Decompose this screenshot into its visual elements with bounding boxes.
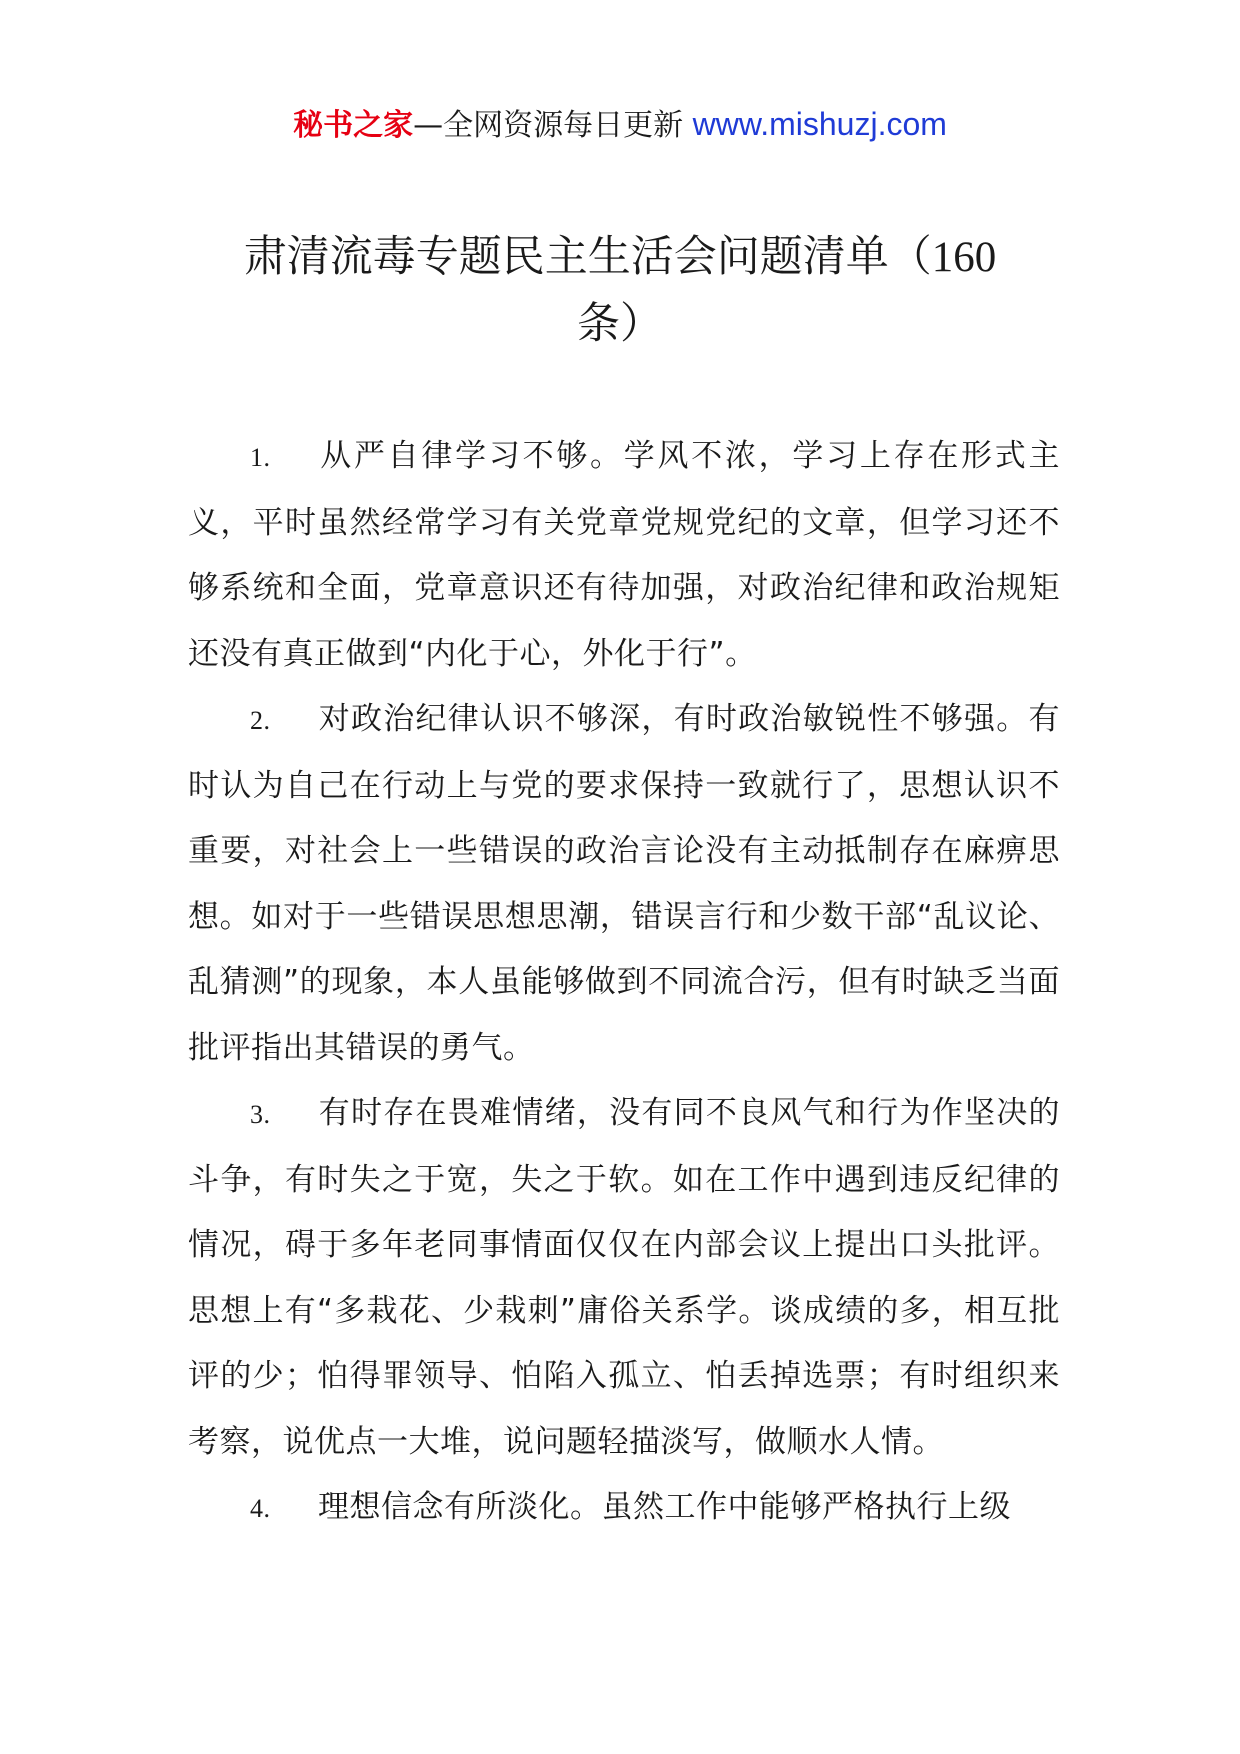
list-item: [188, 1081, 1060, 1475]
title-count: 160: [931, 234, 997, 281]
site-header: [0, 100, 1240, 150]
item-number: 4.: [250, 1494, 271, 1523]
item-text: 对政治纪律认识不够深，有时政治敏锐性不够强。有时认为自己在行动上与党的要求保持一致就行了，思想认识不重要，对社会上一些错误的政治言论没有主动抵制存在麻痹思想。如对于一些错误思想思潮，错误言行和少数干部“乱议论、乱猜测”的现象，本人虽能够做到不同流合污，但有时缺乏当面批评指出其错误的勇气。: [188, 701, 1060, 1066]
item-text: 从严自律学习不够。学风不浓，学习上存在形式主义，平时虽然经常学习有关党章党规党纪的文章，但学习还不够系统和全面，党章意识还有待加强，对政治纪律和政治规矩还没有真正做到“内化于心，外化于行”。: [188, 438, 1060, 672]
title-main: 肃清流毒专题民主生活会问题清单（: [243, 232, 932, 282]
document-title: [190, 224, 1050, 357]
item-number: 2.: [250, 706, 271, 735]
title-tail: 条）: [577, 299, 663, 349]
list-item: [188, 1475, 1060, 1542]
item-number: 1.: [250, 443, 271, 472]
item-text: 有时存在畏难情绪，没有同不良风气和行为作坚决的斗争，有时失之于宽，失之于软。如在工作中遇到违反纪律的情况，碍于多年老同事情面仅仅在内部会议上提出口头批评。思想上有“多栽花、少栽刺”庸俗关系学。谈成绩的多，相互批评的少；怕得罪领导、怕陷入孤立、怕丢掉选票；有时组织来考察，说优点一大堆，说问题轻描淡写，做顺水人情。: [188, 1095, 1060, 1460]
list-item: [188, 424, 1060, 687]
brand-name: 秘书之家: [293, 108, 414, 143]
item-number: 3.: [250, 1100, 271, 1129]
list-item: [188, 687, 1060, 1081]
document-body: [188, 424, 1060, 1542]
item-text: 理想信念有所淡化。虽然工作中能够严格执行上级: [318, 1489, 1011, 1525]
header-slogan: —全网资源每日更新: [413, 108, 693, 143]
site-url-link[interactable]: www.mishuzj.com: [692, 106, 947, 142]
